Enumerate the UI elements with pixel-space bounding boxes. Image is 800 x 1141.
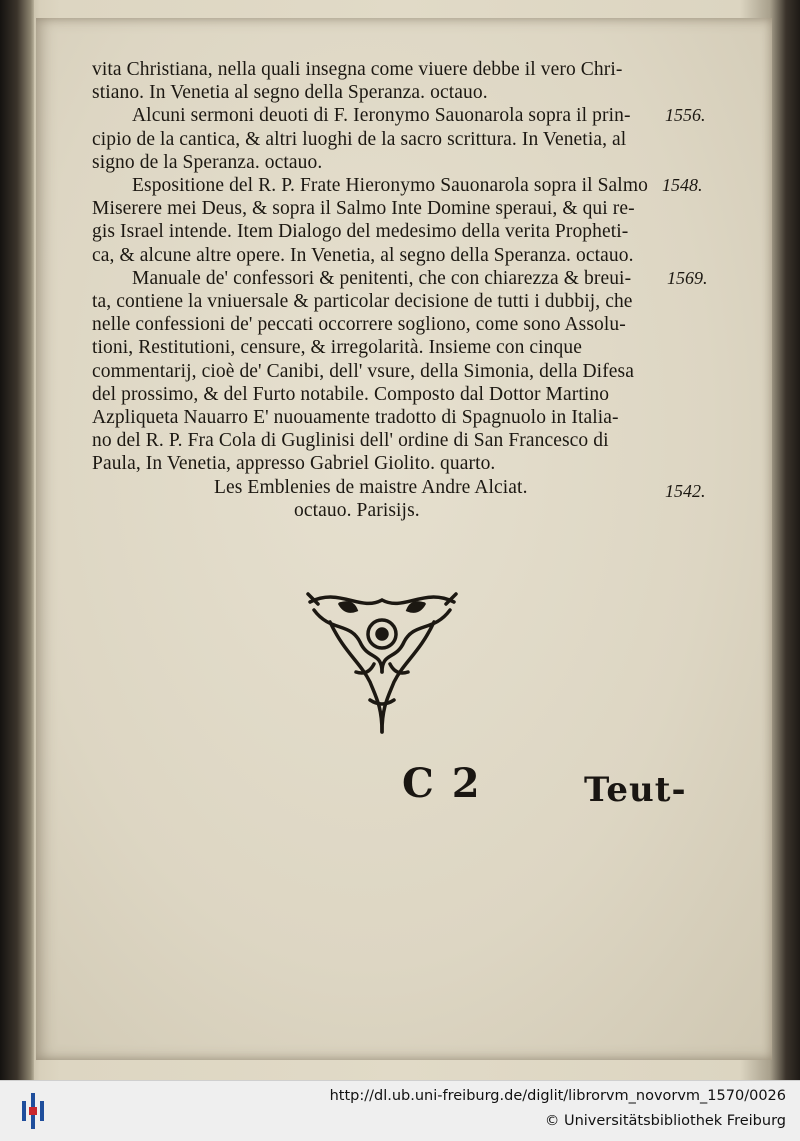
text-line: no del R. P. Fra Cola di Guglinisi dell' ordine di San Francesco di	[92, 430, 609, 452]
permalink-url[interactable]: http://dl.ub.uni-freiburg.de/diglit/librorvm_novorvm_1570/0026	[329, 1088, 786, 1104]
text-line: Manuale de' confessori & penitenti, che con chiarezza & breui-	[132, 267, 632, 289]
printers-ornament	[300, 582, 464, 742]
entry-manuale-cont	[92, 290, 672, 476]
entry-emblemes	[214, 476, 672, 499]
text-line: stiano. In Venetia al segno della Speranza. octauo.	[92, 82, 488, 104]
text-line: octauo. Parisijs.	[294, 499, 420, 521]
text-line: signo de la Speranza. octauo.	[92, 151, 323, 173]
text-line: ca, & alcune altre opere. In Venetia, al segno della Speranza. octauo.	[92, 244, 634, 266]
text-line: Paula, In Venetia, appresso Gabriel Giolito. quarto.	[92, 453, 496, 475]
entry-emblemes-cont	[294, 499, 672, 522]
text-line: ta, contiene la vniuersale & particolar decisione de tutti i dubbij, che	[92, 291, 633, 313]
entry-espositione	[92, 174, 672, 197]
text-line: vita Christiana, nella quali insegna come viuere debbe il vero Chri-	[92, 59, 623, 80]
entry-vita-christiana	[92, 58, 672, 104]
viewer-footer	[0, 1080, 800, 1141]
book-spine	[0, 0, 34, 1080]
text-line: commentarij, cioè de' Canibi, dell' vsure, della Simonia, della Difesa	[92, 360, 634, 382]
margin-year-1542: 1542.	[665, 481, 706, 501]
entry-manuale	[92, 267, 672, 290]
text-line: del prossimo, & del Furto notabile. Composto dal Dottor Martino	[92, 383, 610, 405]
copyright-notice: © Universitätsbibliothek Freiburg	[544, 1113, 786, 1129]
page-text	[92, 58, 672, 522]
catchword: Teut-	[584, 770, 687, 810]
text-line: nelle confessioni de' peccati occorrere sogliono, come sono Assolu-	[92, 314, 626, 336]
text-line: Miserere mei Deus, & sopra il Salmo Inte Domine speraui, & qui re-	[92, 198, 635, 220]
text-line: cipio de la cantica, & altri luoghi de la sacro scrittura. In Venetia, al	[92, 128, 627, 150]
text-line: tioni, Restitutioni, censure, & irregolarità. Insieme con cinque	[92, 337, 582, 359]
library-logo-icon	[18, 1091, 48, 1131]
text-line: Azpliqueta Nauarro E' nuouamente tradotto di Spagnuolo in Italia-	[92, 407, 619, 429]
text-line: gis Israel intende. Item Dialogo del medesimo della verita Propheti-	[92, 221, 629, 243]
signature-mark: C 2	[402, 760, 482, 807]
margin-year-1569: 1569.	[667, 268, 708, 288]
entry-sermoni-cont	[92, 128, 672, 174]
margin-year-1556: 1556.	[665, 105, 706, 125]
text-line: Espositione del R. P. Frate Hieronymo Sauonarola sopra il Salmo	[132, 175, 648, 197]
margin-year-1548: 1548.	[662, 175, 703, 195]
text-line: Alcuni sermoni deuoti di F. Ieronymo Sauonarola sopra il prin-	[132, 105, 631, 127]
text-line: Les Emblenies de maistre Andre Alciat.	[214, 476, 528, 498]
entry-sermoni	[92, 104, 672, 127]
entry-espositione-cont	[92, 197, 672, 267]
